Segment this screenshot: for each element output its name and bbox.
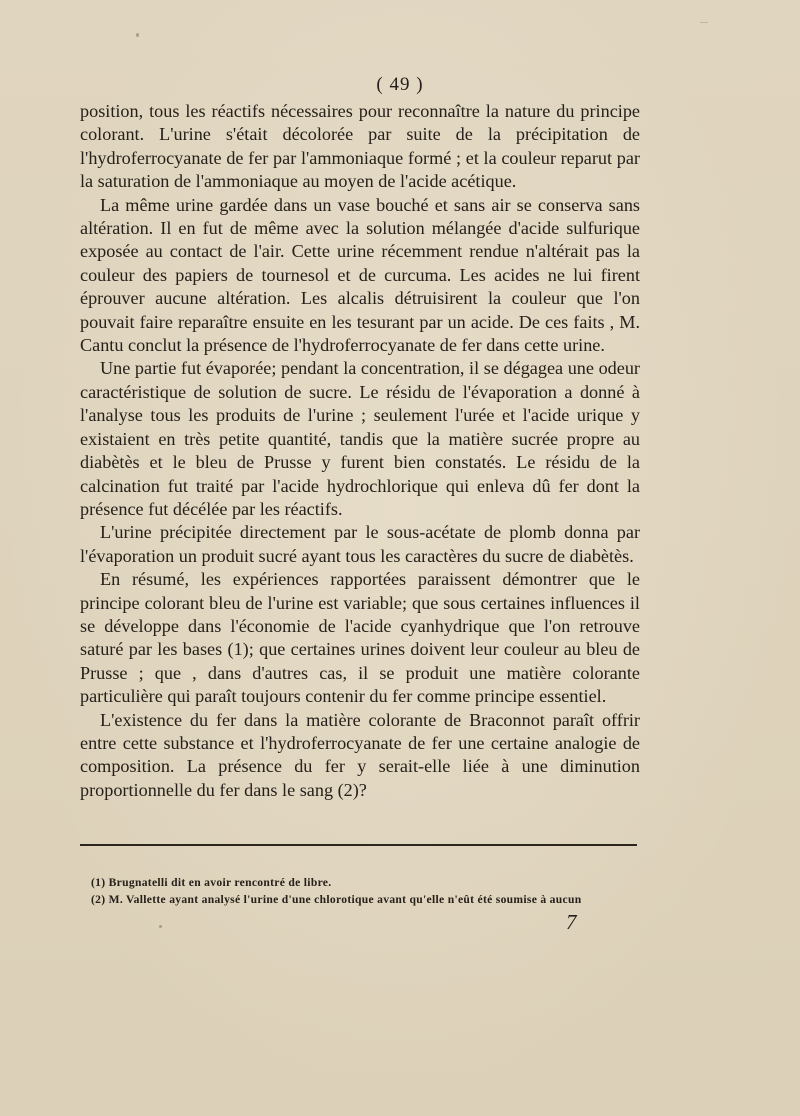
signature-mark: 7 — [566, 910, 577, 934]
footnote-2: (2) M. Vallette ayant analysé l'urine d'une chlorotique avant qu'elle n'eût été soumise à aucun — [91, 893, 582, 906]
paragraph-continuation: position, tous les réactifs nécessaires pour reconnaître la nature du principe colorant. L'urine s'était décolorée par suite de la précipitation de l'hydroferrocyanate de fer par l'ammoniaque formé ; et la couleur reparut par la saturation de l'ammoniaque au moyen de l'acide acétique. — [80, 101, 640, 192]
paragraph: En résumé, les expériences rapportées paraissent démontrer que le principe colorant bleu de l'urine est variable; que sous certaines influences il se développe dans l'économie de l'acide cyanhydrique que l'on retrouve saturé par les bases (1); que certaines urines doivent leur couleur au bleu de Prusse ; que , dans d'autres cas, il se produit une matière colorante particulière qui paraît toujours contenir du fer comme principe essentiel. — [80, 569, 640, 707]
footnote-separator — [80, 844, 637, 846]
paragraph: L'existence du fer dans la matière colorante de Braconnot paraît offrir entre cette substance et l'hydroferrocyanate de fer une certaine analogie de composition. La présence du fer y serait-elle liée à une diminution proportionnelle du fer dans le sang (2)? — [80, 709, 640, 800]
paragraph: L'urine précipitée directement par le sous-acétate de plomb donna par l'évaporation un produit sucré ayant tous les caractères du sucre de diabètès. — [80, 522, 640, 566]
footnotes — [80, 874, 640, 908]
body-text — [80, 100, 640, 802]
paragraph: Une partie fut évaporée; pendant la concentration, il se dégagea une odeur caractéristique de solution de sucre. Le résidu de l'évaporation a donné à l'analyse tous les produits de l'urine ; seulement l'urée et l'acide urique y existaient en très petite quantité, tandis que la matière sucrée propre au diabètès et le bleu de Prusse y furent bien constatés. Le résidu de la calcination fut traité par l'acide hydrochlorique qui enleva dû fer dont la présence fut décélée par les réactifs. — [80, 358, 640, 519]
page-number: ( 49 ) — [376, 74, 424, 95]
paragraph: La même urine gardée dans un vase bouché et sans air se conserva sans altération. Il en fut de même avec la solution mélangée d'acide sulfurique exposée au contact de l'air. Cette urine récemment rendue n'altérait pas la couleur des papiers de tournesol et de curcuma. Les acides ne lui firent éprouver aucune altération. Les alcalis détruisirent la couleur que l'on pouvait faire reparaître ensuite en les tesurant par un acide. De ces faits , M. Cantu conclut la présence de l'hydroferrocyanate de fer dans cette urine. — [80, 194, 640, 356]
footnote-1: (1) Brugnatelli dit en avoir rencontré de libre. — [91, 876, 332, 889]
paper-speck — [700, 22, 708, 23]
paper-speck — [136, 33, 139, 37]
paper-speck — [159, 925, 162, 928]
